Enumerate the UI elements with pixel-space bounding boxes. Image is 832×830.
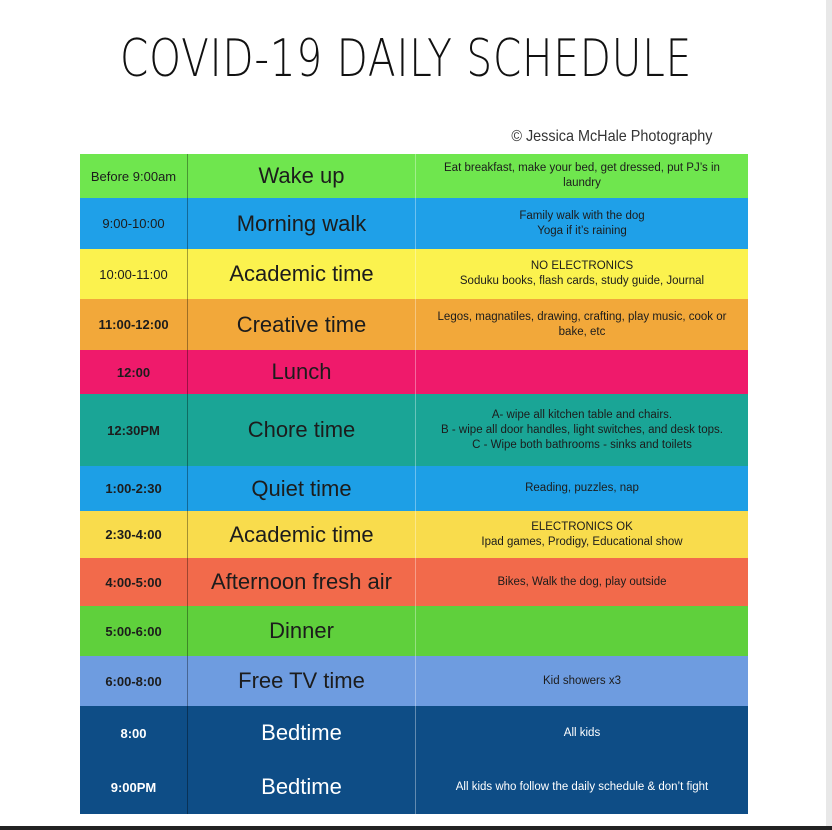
activity-cell: Quiet time [188, 466, 416, 511]
description-cell [416, 394, 749, 466]
description-cell [416, 656, 749, 706]
schedule-body [80, 154, 748, 814]
activity-cell: Academic time [188, 511, 416, 558]
activity-cell: Morning walk [188, 198, 416, 249]
photo-credit: © Jessica McHale Photography [510, 128, 712, 145]
schedule-table [80, 154, 748, 814]
description-line: Bikes, Walk the dog, play outside [497, 575, 667, 588]
table-row [80, 606, 748, 656]
bottom-rule [0, 826, 832, 830]
image-edge [826, 0, 832, 830]
page-title: COVID-19 DAILY SCHEDULE [119, 29, 692, 89]
activity-cell: Free TV time [188, 656, 416, 706]
description-line: ELECTRONICS OK [531, 520, 633, 533]
table-row [80, 198, 748, 249]
description-cell [416, 760, 749, 814]
description-line: C - Wipe both bathrooms - sinks and toilets [472, 438, 692, 451]
description-line: laundry [563, 177, 601, 189]
table-row [80, 656, 748, 706]
time-cell: 9:00-10:00 [80, 198, 188, 249]
time-cell: 8:00 [80, 706, 188, 760]
description-cell [416, 154, 749, 198]
time-cell: 12:00 [80, 350, 188, 394]
time-cell: Before 9:00am [80, 154, 188, 198]
table-row [80, 249, 748, 299]
time-cell: 12:30PM [80, 394, 188, 466]
activity-cell: Lunch [188, 350, 416, 394]
description-cell [416, 558, 749, 606]
description-cell [416, 466, 749, 511]
table-row [80, 299, 748, 350]
description-line: Ipad games, Prodigy, Educational show [481, 535, 683, 548]
table-row [80, 706, 748, 760]
description-line: B - wipe all door handles, light switches, and desk tops. [441, 423, 723, 436]
table-row [80, 558, 748, 606]
description-cell [416, 249, 749, 299]
description-line: All kids who follow the daily schedule & don’t fight [455, 780, 709, 793]
table-row [80, 511, 748, 558]
description-line: A- wipe all kitchen table and chairs. [491, 408, 673, 421]
activity-cell: Creative time [188, 299, 416, 350]
description-line: Kid showers x3 [543, 674, 621, 687]
activity-cell: Bedtime [188, 706, 416, 760]
description-line: Eat breakfast, make your bed, get dressed, put PJ’s in [444, 162, 720, 174]
time-cell: 1:00-2:30 [80, 466, 188, 511]
time-cell: 11:00-12:00 [80, 299, 188, 350]
description-cell [416, 350, 749, 394]
time-cell: 6:00-8:00 [80, 656, 188, 706]
activity-cell: Academic time [188, 249, 416, 299]
description-line: Family walk with the dog [519, 209, 645, 222]
table-row [80, 466, 748, 511]
description-cell [416, 606, 749, 656]
table-row [80, 760, 748, 814]
time-cell: 4:00-5:00 [80, 558, 188, 606]
activity-cell: Bedtime [188, 760, 416, 814]
description-line: Reading, puzzles, nap [525, 482, 639, 494]
description-line: NO ELECTRONICS [530, 260, 634, 272]
description-line: bake, etc [558, 325, 606, 338]
table-row [80, 154, 748, 198]
description-cell [416, 706, 749, 760]
activity-cell: Afternoon fresh air [188, 558, 416, 606]
description-line: Yoga if it’s raining [537, 224, 627, 237]
table-row [80, 350, 748, 394]
description-cell [416, 511, 749, 558]
description-cell [416, 299, 749, 350]
time-cell: 2:30-4:00 [80, 511, 188, 558]
time-cell: 5:00-6:00 [80, 606, 188, 656]
activity-cell: Wake up [188, 154, 416, 198]
activity-cell: Chore time [188, 394, 416, 466]
table-row [80, 394, 748, 466]
activity-cell: Dinner [188, 606, 416, 656]
time-cell: 10:00-11:00 [80, 249, 188, 299]
description-line: Legos, magnatiles, drawing, crafting, play music, cook or [437, 310, 727, 323]
description-line: Soduku books, flash cards, study guide, Journal [459, 275, 705, 287]
description-cell [416, 198, 749, 249]
description-line: All kids [563, 726, 601, 739]
time-cell: 9:00PM [80, 760, 188, 814]
